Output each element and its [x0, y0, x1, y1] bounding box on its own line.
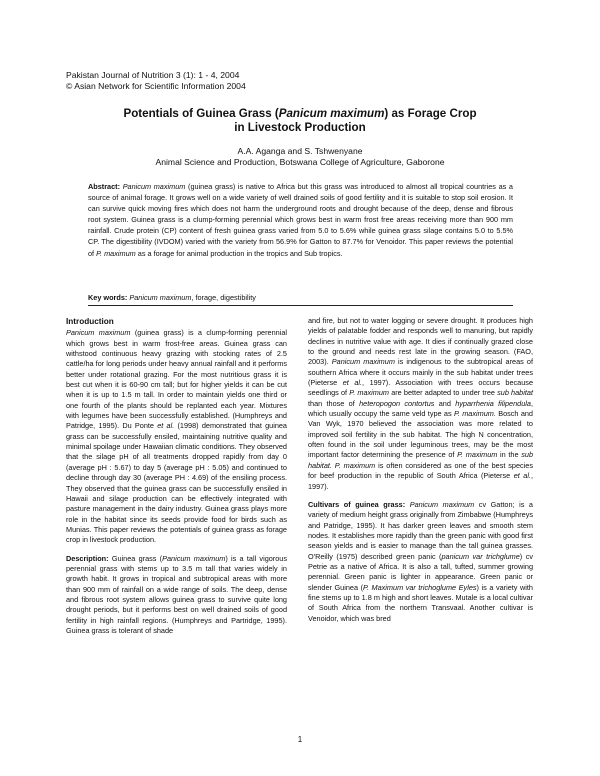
section-divider [88, 305, 513, 306]
r-text-j: in the [497, 450, 522, 460]
keywords-rest: , forage, digestibility [191, 293, 256, 302]
keyword-species: Panicum maximum [129, 293, 192, 302]
abstract-label: Abstract: [88, 182, 121, 191]
r-ital-9: sub habitat. P. maximum [308, 450, 533, 470]
r-ital-7: P. maximum. [453, 409, 496, 419]
c-text-c: ) is a variety with fine stems up to 1.8 m high and short leaves. Mutale is a local cultivar of South Africa from the northern Transvaal. Another cultivar is Venoidor, which was bred [308, 582, 533, 623]
title-line-2: in Livestock Production [234, 121, 366, 134]
r-text-c: , 1997). Association with trees occurs because seedlings of [308, 378, 533, 398]
intro-species: Panicum maximum [66, 328, 131, 338]
desc-text-1: Guinea grass ( [108, 553, 163, 563]
c-text-b: ) cv Petrie as a native of Africa. It is also a tall, tufted, summer growing perennial. Green panic is lighter in appearance. Green panic or slender Guinea ( [308, 551, 533, 592]
left-column [66, 317, 287, 636]
r-text-g: , which usually occupy the same veld type as [308, 398, 533, 419]
r-ital-5: heteropogon contortus [359, 398, 435, 408]
r-text-h: Bosch and Van Wyk, 1970 believed the association was more related to improved soil fertility in the sub habitat. The high N concentration, often found in the soil under leguminous trees, may be the most important factor determining the presence of [308, 409, 533, 460]
abstract-species: Panicum maximum [122, 182, 186, 191]
r-ital-4: sub habitat [497, 388, 533, 398]
abstract-species-2: P. maximum [96, 248, 136, 258]
paper-title [60, 107, 540, 135]
introduction-paragraph [66, 317, 287, 546]
abstract-text-1: (guinea grass) is native to Africa but this grass was introduced to almost all tropical countries as a source of animal forage. It grows well on a wide variety of well drained soils of good fertility and it is suitable to stop soil erosion. It can survive quick moving fires which does not harm the underground roots and drought because of the deep, dense and fibrous root system. Guinea grass is a clump-forming perennial which grows best in warm frost free areas receiving more than 900 mm rainfall. Crude protein (CP) content of fresh guinea grass varied from 5.0 to 5.6% while guinea grass silage contains 5.0 to 5.5% CP. The digestibility (IVDOM) varied with the variety from 56.9% for Gatton to 87.7% for Venoidor. This paper reviews the potential of [88, 182, 513, 258]
title-part-1: Potentials of Guinea Grass ( [123, 107, 279, 120]
description-label: Description: [66, 553, 109, 563]
r-ital-2: et al. [342, 378, 363, 388]
c-ital-3: P. Maximum var trichoglume Eyles [363, 582, 477, 592]
c-text-a: cv Gatton; is a variety of medium height grass originally from Zimbabwe (Humphreys and Patridge, 1995). It has darker green leaves and smooth stem nodes. It establishes more rapidly than the green panic with good first season yields and is easier to manage than the tall guinea grasses. O'Reilly (1975) described green panic ( [308, 499, 533, 561]
keywords-label: Key words: [88, 293, 128, 302]
cultivars-paragraph [308, 500, 533, 624]
author-names: A.A. Aganga and S. Tshwenyane [237, 146, 363, 156]
journal-header [66, 70, 246, 91]
r-text-b: is indigenous to the subtropical areas of southern Africa where it occurs mainly in the sub habitat under trees (Pieterse [308, 357, 533, 388]
r-ital-10: et al. [513, 471, 531, 481]
desc-text-2: ) is a tall vigorous perennial grass with stems up to 3.5 m tall that varies widely in growth habit. It grows in tropical and subtropical areas with more than 900 mm of rainfall on a wide range of soils. The deep, dense and fibrous root system allows guinea grass to survive quite long drought periods, but it performs best on well drained soils of good fertility in high rainfall regions. (Humphreys and Partridge, 1995). Guinea grass is tolerant of shade [66, 553, 288, 635]
r-text-l: , 1997). [308, 471, 534, 491]
r-text-d: are better adapted to under tree [389, 388, 498, 398]
r-ital-8: P. maximum [457, 450, 498, 460]
right-column [308, 316, 533, 624]
description-paragraph [66, 554, 287, 637]
r-ital-1: Panicum maximum [331, 357, 395, 367]
page-number: 1 [297, 735, 303, 744]
r-ital-6: hyparrhenia filipendula [455, 398, 531, 408]
author-block [60, 146, 540, 168]
r-text-k: is often considered as one of the best species for beef production in the republic of South Africa (Pieterse [308, 460, 533, 481]
intro-text-2: (1998) demonstrated that guinea grass can be successfully ensiled, maintaining nutritive quality and minimal spoilage under Hawaiian climatic conditions. They observed that the silage pH of all treatments dropped rapidly from day 0 (average pH : 5.67) to day 5 (average pH : 5.05) and continued to decline through day 30 (average PH : 4.69) of the ensiling process. They observed that the guinea grass can be successfully ensiled in Hawaii and silage production can be effectively integrated with pasture management in the dairy industry. Guinea grass plays more role in the habitat since its seeds provide food for birds such as Munias. This paper reviews the potentials of guinea grass as forage crop in livestock production. [66, 421, 287, 545]
title-species: Panicum maximum [278, 107, 385, 120]
journal-citation: Pakistan Journal of Nutrition 3 (1): 1 - 4, 2004 [66, 70, 240, 80]
r-text-f: and [434, 398, 456, 408]
title-part-2: ) as Forage Crop [384, 107, 477, 120]
desc-species: Panicum maximum [162, 553, 226, 563]
r-text-e: than those of [308, 398, 360, 408]
intro-text-1: (guinea grass) is a clump-forming perennial which grows best in warm frost-free areas. Guinea grass can withstood continuous heavy grazing with stocking rates of 2.5 cattle/ha for long periods under heavy annual rainfall and it performs better under rotational grazing. For the most nutritious grass it is best cut when it is 60-90 cm tall; but for higher yields it can be cut when it is up to 1.5 m tall. In order to maintain yields one third or one fourth of the plants should be replanted each year. Mixtures with legumes have been successfully established. (Humphreys and Patridge, 1995). Du Ponte [66, 328, 287, 431]
c-ital-2: panicum var trichglume [441, 551, 520, 561]
c-ital-1: Panicum maximum [405, 499, 475, 509]
r-ital-3: P. maximum [349, 388, 390, 398]
journal-copyright: © Asian Network for Scientific Information 2004 [66, 80, 246, 91]
cultivars-label: Cultivars of guinea grass: [308, 499, 406, 509]
habitat-paragraph [308, 316, 533, 492]
introduction-heading: Introduction [66, 317, 114, 326]
intro-etal: et al. [157, 421, 175, 431]
keywords [88, 293, 256, 303]
abstract [88, 181, 513, 259]
abstract-text-2: as a forage for animal production in the tropics and Sub tropics. [135, 248, 343, 258]
author-affiliation: Animal Science and Production, Botswana College of Agriculture, Gaborone [155, 157, 445, 167]
r-text-a: and fire, but not to water logging or severe drought. It produces high yields of palatable fodder and responds well to manuring, but rapidly declines in nutritive value with age. It dies if continually grazed close to the ground and needs rest late in the growing season. (FAO, 2003). [308, 316, 533, 367]
